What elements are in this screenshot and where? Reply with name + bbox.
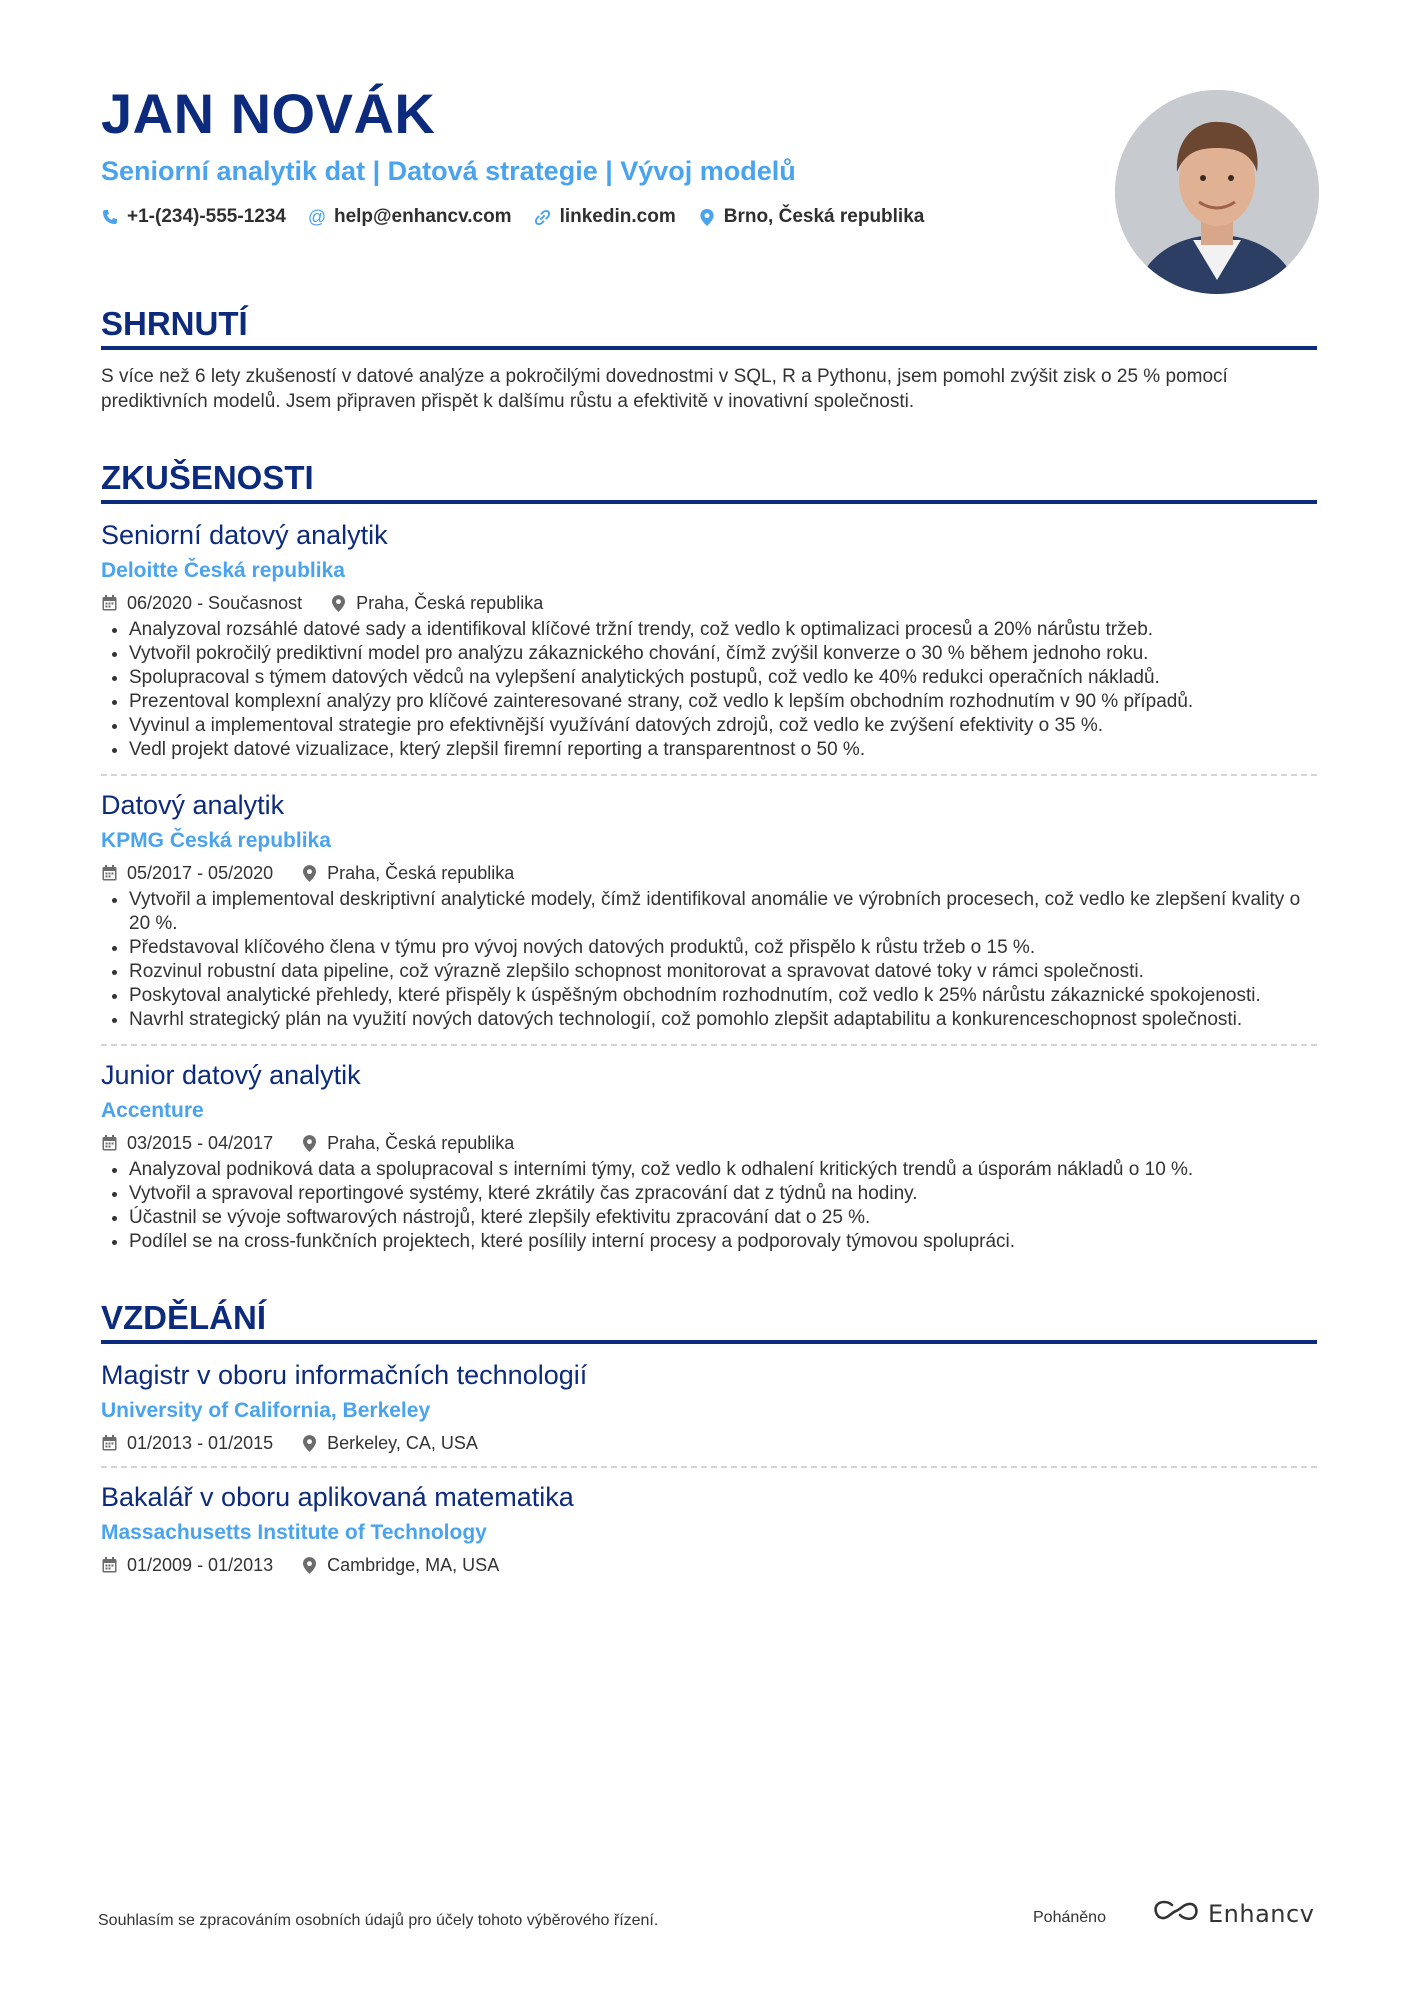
bullet-item: • Prezentoval komplexní analýzy pro klíčové zainteresované strany, což vedlo k lepším obchodním rozhodnutím v 90 % případů. xyxy=(129,690,1317,714)
experience-entry xyxy=(101,1058,1317,1254)
contact-location xyxy=(698,206,925,228)
job-location-text: Praha, Česká republika xyxy=(356,593,544,613)
education-entry xyxy=(101,1358,1317,1454)
education-section xyxy=(101,1298,1317,1576)
bullet-item: • Vytvořil a spravoval reportingové systémy, které zkrátily čas zpracování dat z týdnů na hodiny. xyxy=(129,1182,1317,1206)
education-dates-text: 01/2009 - 01/2013 xyxy=(127,1555,274,1575)
job-meta xyxy=(101,592,1317,614)
summary-text: S více než 6 lety zkušeností v datové analýze a pokročilými dovednostmi v SQL, R a Pythonu, jsem pomohl zvýšit zisk o 25 % pomocí prediktivních modelů. Jsem připraven přispět k dalšímu růstu a efektivitě v inovativní společnosti. xyxy=(101,366,1228,412)
summary-section xyxy=(101,304,1317,414)
job-location-text: Praha, Česká republika xyxy=(327,1133,515,1153)
bullet-item: • Analyzoval podniková data a spolupracoval s interními týmy, což vedlo k odhalení kritických trendů a úsporám nákladů o 10 %. xyxy=(129,1158,1317,1182)
job-title: Datový analytik xyxy=(101,790,285,820)
education-dates xyxy=(101,1554,273,1576)
location-pin-icon xyxy=(301,1134,317,1152)
company-name[interactable]: KPMG Česká republika xyxy=(101,829,331,852)
education-location xyxy=(301,1554,499,1576)
education-meta xyxy=(101,1432,1317,1454)
bullet-item: • Vedl projekt datové vizualizace, který zlepšil firemní reporting a transparentnost o 50 %. xyxy=(129,738,1317,762)
linkedin-text: linkedin.com xyxy=(559,206,676,227)
location-pin-icon xyxy=(301,1434,317,1452)
calendar-icon xyxy=(101,594,117,612)
education-meta xyxy=(101,1554,1317,1576)
bullet-item: • Spolupracoval s týmem datových vědců na vylepšení analytických postupů, což vedlo ke 40% redukci operačních nákladů. xyxy=(129,666,1317,690)
job-dates-text: 03/2015 - 04/2017 xyxy=(127,1133,274,1153)
section-title-experience: ZKUŠENOSTI xyxy=(101,458,1317,504)
calendar-icon xyxy=(101,864,117,882)
entry-divider xyxy=(101,1044,1317,1046)
job-dates xyxy=(101,1132,273,1154)
experience-entry xyxy=(101,788,1317,1032)
education-location-text: Cambridge, MA, USA xyxy=(327,1555,500,1575)
education-dates xyxy=(101,1432,273,1454)
section-title-education: VZDĚLÁNÍ xyxy=(101,1298,1317,1344)
bullet-item: • Vytvořil a implementoval deskriptivní analytické modely, čímž identifikoval anomálie ve výrobních procesech, což vedlo ke zlepšení kvality o 20 %. xyxy=(129,888,1317,936)
education-dates-text: 01/2013 - 01/2015 xyxy=(127,1433,274,1453)
bullet-item: • Navrhl strategický plán na využití nových datových technologií, což pomohlo zlepšit adaptabilitu a konkurenceschopnost společnosti. xyxy=(129,1008,1317,1032)
link-icon xyxy=(534,208,552,226)
job-meta xyxy=(101,862,1317,884)
experience-section xyxy=(101,458,1317,1254)
location-text: Brno, Česká republika xyxy=(723,206,925,227)
headline: Seniorní analytik dat | Datová strategie | Vývoj modelů xyxy=(101,156,796,186)
education-location xyxy=(301,1432,478,1454)
bullet-item: • Účastnil se vývoje softwarových nástrojů, které zlepšily efektivitu zpracování dat o 25 %. xyxy=(129,1206,1317,1230)
calendar-icon xyxy=(101,1434,117,1452)
resume-page xyxy=(101,82,1317,1576)
calendar-icon xyxy=(101,1556,117,1574)
job-location xyxy=(301,862,514,884)
job-dates-text: 05/2017 - 05/2020 xyxy=(127,863,274,883)
job-dates xyxy=(101,592,302,614)
contact-linkedin[interactable] xyxy=(534,206,676,228)
entry-divider xyxy=(101,774,1317,776)
degree-title: Magistr v oboru informačních technologií xyxy=(101,1360,588,1390)
at-icon: @ xyxy=(307,206,327,227)
candidate-name: JAN NOVÁK xyxy=(101,82,436,145)
contact-email[interactable] xyxy=(308,206,512,228)
company-name[interactable]: Deloitte Česká republika xyxy=(101,559,345,582)
location-pin-icon xyxy=(698,208,716,226)
school-name[interactable]: Massachusetts Institute of Technology xyxy=(101,1521,487,1544)
education-location-text: Berkeley, CA, USA xyxy=(327,1433,478,1453)
job-bullets xyxy=(101,888,1317,1032)
bullet-item: • Poskytoval analytické přehledy, které přispěly k úspěšným obchodním rozhodnutím, což vedlo k 25% nárůstu zákaznické spokojenosti. xyxy=(129,984,1317,1008)
enhancv-logo-icon xyxy=(1152,1899,1200,1928)
job-meta xyxy=(101,1132,1317,1154)
job-bullets xyxy=(101,618,1317,762)
job-title: Junior datový analytik xyxy=(101,1060,361,1090)
company-name[interactable]: Accenture xyxy=(101,1099,204,1122)
contact-phone[interactable] xyxy=(101,206,286,228)
phone-text: +1-(234)-555-1234 xyxy=(127,206,286,227)
bullet-item: • Vyvinul a implementoval strategie pro efektivnější využívání datových zdrojů, což vedlo ke zvýšení efektivity o 35 %. xyxy=(129,714,1317,738)
email-text: help@enhancv.com xyxy=(333,206,512,227)
bullet-item: • Analyzoval rozsáhlé datové sady a identifikoval klíčové tržní trendy, což vedlo k optimalizaci procesů a 20% nárůstu tržeb. xyxy=(129,618,1317,642)
school-name[interactable]: University of California, Berkeley xyxy=(101,1399,431,1422)
job-bullets xyxy=(101,1158,1317,1254)
experience-entry xyxy=(101,518,1317,762)
location-pin-icon xyxy=(301,1556,317,1574)
location-pin-icon xyxy=(301,864,317,882)
bullet-item: • Rozvinul robustní data pipeline, což výrazně zlepšilo schopnost monitorovat a spravovat datové toky v rámci společnosti. xyxy=(129,960,1317,984)
job-location xyxy=(330,592,543,614)
section-title-summary: SHRNUTÍ xyxy=(101,304,1317,350)
enhancv-logo[interactable] xyxy=(1152,1899,1314,1928)
bullet-item: • Podílel se na cross-funkčních projektech, které posílily interní procesy a podporovaly týmovou spolupráci. xyxy=(129,1230,1317,1254)
calendar-icon xyxy=(101,1134,117,1152)
location-pin-icon xyxy=(330,594,346,612)
job-location xyxy=(301,1132,514,1154)
job-location-text: Praha, Česká republika xyxy=(327,863,515,883)
job-dates-text: 06/2020 - Současnost xyxy=(127,593,303,613)
bullet-item: • Vytvořil pokročilý prediktivní model pro analýzu zákaznického chování, čímž zvýšil konverze o 30 % během jednoho roku. xyxy=(129,642,1317,666)
entry-divider xyxy=(101,1466,1317,1468)
phone-icon xyxy=(101,208,119,226)
contact-bar xyxy=(101,206,1317,228)
powered-by-text: Poháněno xyxy=(1033,1909,1106,1926)
job-title: Seniorní datový analytik xyxy=(101,520,388,550)
job-dates xyxy=(101,862,273,884)
bullet-item: • Představoval klíčového člena v týmu pro vývoj nových datových produktů, což přispělo k růstu tržeb o 15 %. xyxy=(129,936,1317,960)
enhancv-brand-text: Enhancv xyxy=(1208,1899,1315,1928)
consent-text: Souhlasím se zpracováním osobních údajů pro účely tohoto výběrového řízení. xyxy=(98,1912,659,1929)
education-entry xyxy=(101,1480,1317,1576)
degree-title: Bakalář v oboru aplikovaná matematika xyxy=(101,1482,574,1512)
